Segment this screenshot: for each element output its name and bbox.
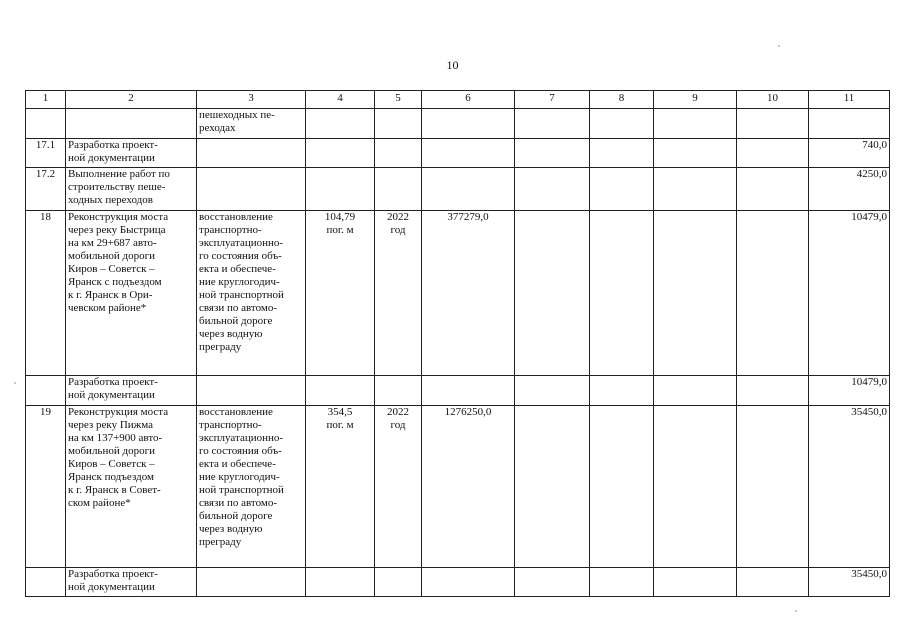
- cell-empty: [590, 139, 654, 168]
- cell-year: [375, 376, 422, 406]
- column-header: 6: [422, 91, 515, 109]
- table-row: [26, 568, 890, 597]
- cell-purpose: восстановление транспортно- эксплуатационно- го состояния объ- екта и обеспече- ние круглогодич- ной транспортной связи по автомо- бильной дороге через водную преграду: [197, 406, 306, 568]
- cell-amount: 35450,0: [809, 406, 890, 568]
- cell-purpose: пешеходных пе- реходах: [197, 109, 306, 139]
- cell-empty: [515, 109, 590, 139]
- cell-amount: 10479,0: [809, 376, 890, 406]
- cell-empty: [654, 406, 737, 568]
- cell-description: Разработка проект- ной документации: [66, 376, 197, 406]
- cell-empty: [590, 168, 654, 211]
- scan-speck: [778, 45, 780, 47]
- column-header: 9: [654, 91, 737, 109]
- cell-amount: 35450,0: [809, 568, 890, 597]
- cell-empty: [590, 406, 654, 568]
- cell-amount: 4250,0: [809, 168, 890, 211]
- cell-empty: [654, 211, 737, 376]
- cell-cost: [422, 109, 515, 139]
- cell-empty: [590, 211, 654, 376]
- cell-empty: [515, 406, 590, 568]
- cell-empty: [515, 376, 590, 406]
- cell-length: [306, 568, 375, 597]
- cell-purpose: [197, 168, 306, 211]
- cell-description: Разработка проект- ной документации: [66, 568, 197, 597]
- cell-empty: [737, 568, 809, 597]
- cell-length: [306, 109, 375, 139]
- cell-empty: [590, 568, 654, 597]
- column-header: 11: [809, 91, 890, 109]
- table-row: [26, 211, 890, 376]
- cell-amount: 10479,0: [809, 211, 890, 376]
- cell-length: 104,79 пог. м: [306, 211, 375, 376]
- cell-number: [26, 568, 66, 597]
- cell-year: [375, 568, 422, 597]
- cell-cost: [422, 568, 515, 597]
- cell-empty: [654, 376, 737, 406]
- cell-empty: [737, 211, 809, 376]
- cell-number: 19: [26, 406, 66, 568]
- cell-cost: 1276250,0: [422, 406, 515, 568]
- cell-number: 17.2: [26, 168, 66, 211]
- cell-length: 354,5 пог. м: [306, 406, 375, 568]
- column-header: 8: [590, 91, 654, 109]
- table-row: [26, 139, 890, 168]
- cell-number: 17.1: [26, 139, 66, 168]
- page-number: 10: [446, 58, 459, 72]
- cell-amount: [809, 109, 890, 139]
- cell-year: 2022 год: [375, 406, 422, 568]
- column-header: 7: [515, 91, 590, 109]
- cell-empty: [737, 168, 809, 211]
- cell-number: 18: [26, 211, 66, 376]
- header-row: [26, 91, 890, 109]
- cell-year: [375, 168, 422, 211]
- cell-year: [375, 139, 422, 168]
- cell-description: Реконструкция моста через реку Быстрица на км 29+687 авто- мобильной дороги Киров – Советск – Яранск с подъездом к г. Яранск в Ори- чевском районе*: [66, 211, 197, 376]
- cell-purpose: [197, 568, 306, 597]
- column-header: 3: [197, 91, 306, 109]
- scan-speck: [14, 382, 16, 384]
- cell-year: [375, 109, 422, 139]
- cell-description: Разработка проект- ной документации: [66, 139, 197, 168]
- table-row: [26, 109, 890, 139]
- cell-empty: [737, 376, 809, 406]
- cell-year: 2022 год: [375, 211, 422, 376]
- table-row: [26, 168, 890, 211]
- cell-empty: [654, 109, 737, 139]
- cell-empty: [737, 139, 809, 168]
- cell-cost: [422, 376, 515, 406]
- column-header: 10: [737, 91, 809, 109]
- cell-length: [306, 376, 375, 406]
- column-header: 2: [66, 91, 197, 109]
- cell-empty: [515, 211, 590, 376]
- cell-empty: [590, 376, 654, 406]
- cell-length: [306, 139, 375, 168]
- column-header: 1: [26, 91, 66, 109]
- column-header: 5: [375, 91, 422, 109]
- cell-amount: 740,0: [809, 139, 890, 168]
- cell-description: Выполнение работ по строительству пеше- ходных переходов: [66, 168, 197, 211]
- cell-empty: [654, 568, 737, 597]
- cell-empty: [654, 139, 737, 168]
- cell-cost: [422, 168, 515, 211]
- cell-purpose: восстановление транспортно- эксплуатационно- го состояния объ- екта и обеспече- ние круглогодич- ной транспортной связи по автомо- бильной дороге через водную преграду: [197, 211, 306, 376]
- cell-empty: [515, 168, 590, 211]
- cell-purpose: [197, 376, 306, 406]
- cell-length: [306, 168, 375, 211]
- cell-number: [26, 376, 66, 406]
- cell-empty: [515, 139, 590, 168]
- cell-cost: [422, 139, 515, 168]
- cell-number: [26, 109, 66, 139]
- budget-table: [25, 90, 890, 597]
- cell-cost: 377279,0: [422, 211, 515, 376]
- cell-empty: [737, 406, 809, 568]
- table-row: [26, 406, 890, 568]
- column-header: 4: [306, 91, 375, 109]
- cell-empty: [737, 109, 809, 139]
- cell-empty: [515, 568, 590, 597]
- cell-empty: [590, 109, 654, 139]
- cell-purpose: [197, 139, 306, 168]
- cell-description: Реконструкция моста через реку Пижма на км 137+900 авто- мобильной дороги Киров – Советск – Яранск подъездом к г. Яранск в Совет- ском районе*: [66, 406, 197, 568]
- cell-empty: [654, 168, 737, 211]
- scan-speck: [795, 610, 797, 612]
- cell-description: [66, 109, 197, 139]
- table-row: [26, 376, 890, 406]
